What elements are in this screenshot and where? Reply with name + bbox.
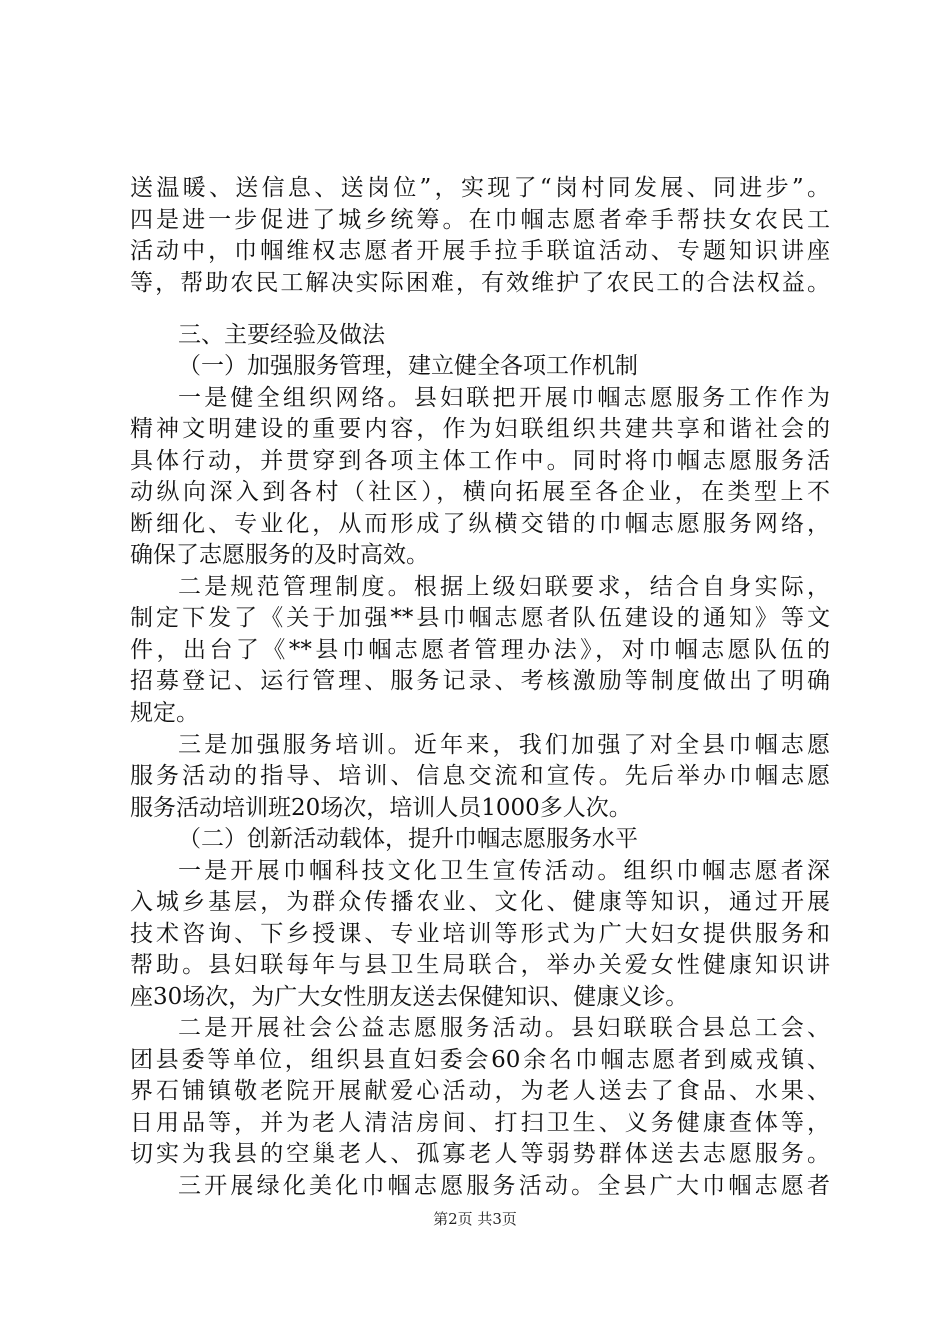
subheading-1: （一）加强服务管理，建立健全各项工作机制 <box>178 353 638 379</box>
para-1-line-3: 具体行动，并贯穿到各项主体工作中。同时将巾帼志愿服务活 <box>130 448 830 474</box>
para-3-line-3: 服务活动培训班20场次，培训人员1000多人次。 <box>130 795 632 821</box>
para-2-line-2: 制定下发了《关于加强**县巾帼志愿者队伍建设的通知》等文 <box>130 605 830 631</box>
intro-line-3: 活动中，巾帼维权志愿者开展手拉手联谊活动、专题知识讲座 <box>130 238 830 264</box>
para-5-line-4: 日用品等，并为老人清洁房间、打扫卫生、义务健康查体等， <box>130 1110 830 1136</box>
intro-line-2: 四是进一步促进了城乡统筹。在巾帼志愿者牵手帮扶女农民工 <box>130 207 830 233</box>
intro-line-1: 送温暖、送信息、送岗位”，实现了“岗村同发展、同进步”。 <box>130 175 830 201</box>
para-1-line-2: 精神文明建设的重要内容，作为妇联组织共建共享和谐社会的 <box>130 416 830 442</box>
section-heading: 三、主要经验及做法 <box>178 322 385 348</box>
para-6-line-1: 三开展绿化美化巾帼志愿服务活动。全县广大巾帼志愿者 <box>178 1173 830 1199</box>
para-5-line-1: 二是开展社会公益志愿服务活动。县妇联联合县总工会、 <box>178 1015 830 1041</box>
para-2-line-3: 件，出台了《**县巾帼志愿者管理办法》，对巾帼志愿队伍的 <box>130 637 830 663</box>
para-4-line-2: 入城乡基层，为群众传播农业、文化、健康等知识，通过开展 <box>130 889 830 915</box>
para-4-line-3: 技术咨询、下乡授课、专业培训等形式为广大妇女提供服务和 <box>130 921 830 947</box>
para-3-line-2: 服务活动的指导、培训、信息交流和宣传。先后举办巾帼志愿 <box>130 763 830 789</box>
page-footer: 第2页 共3页 <box>433 1210 517 1228</box>
para-1-line-1: 一是健全组织网络。县妇联把开展巾帼志愿服务工作作为 <box>178 385 830 411</box>
para-2-line-4: 招募登记、运行管理、服务记录、考核激励等制度做出了明确 <box>130 668 830 694</box>
para-5-line-2: 团县委等单位，组织县直妇委会60余名巾帼志愿者到威戎镇、 <box>130 1047 830 1073</box>
para-4-line-5: 座30场次，为广大女性朋友送去保健知识、健康义诊。 <box>130 984 689 1010</box>
para-1-line-6: 确保了志愿服务的及时高效。 <box>130 542 429 568</box>
para-4-line-4: 帮助。县妇联每年与县卫生局联合，举办关爱女性健康知识讲 <box>130 952 830 978</box>
para-5-line-5: 切实为我县的空巢老人、孤寡老人等弱势群体送去志愿服务。 <box>130 1141 830 1167</box>
para-3-line-1: 三是加强服务培训。近年来，我们加强了对全县巾帼志愿 <box>178 732 830 758</box>
para-2-line-1: 二是规范管理制度。根据上级妇联要求，结合自身实际， <box>178 574 830 600</box>
intro-line-4: 等，帮助农民工解决实际困难，有效维护了农民工的合法权益。 <box>130 270 830 296</box>
para-5-line-3: 界石铺镇敬老院开展献爱心活动，为老人送去了食品、水果、 <box>130 1078 830 1104</box>
subheading-2: （二）创新活动载体，提升巾帼志愿服务水平 <box>178 826 638 852</box>
para-1-line-5: 断细化、专业化，从而形成了纵横交错的巾帼志愿服务网络， <box>130 511 830 537</box>
para-4-line-1: 一是开展巾帼科技文化卫生宣传活动。组织巾帼志愿者深 <box>178 858 830 884</box>
para-1-line-4: 动纵向深入到各村（社区），横向拓展至各企业，在类型上不 <box>130 479 830 505</box>
para-2-line-5: 规定。 <box>130 700 199 726</box>
